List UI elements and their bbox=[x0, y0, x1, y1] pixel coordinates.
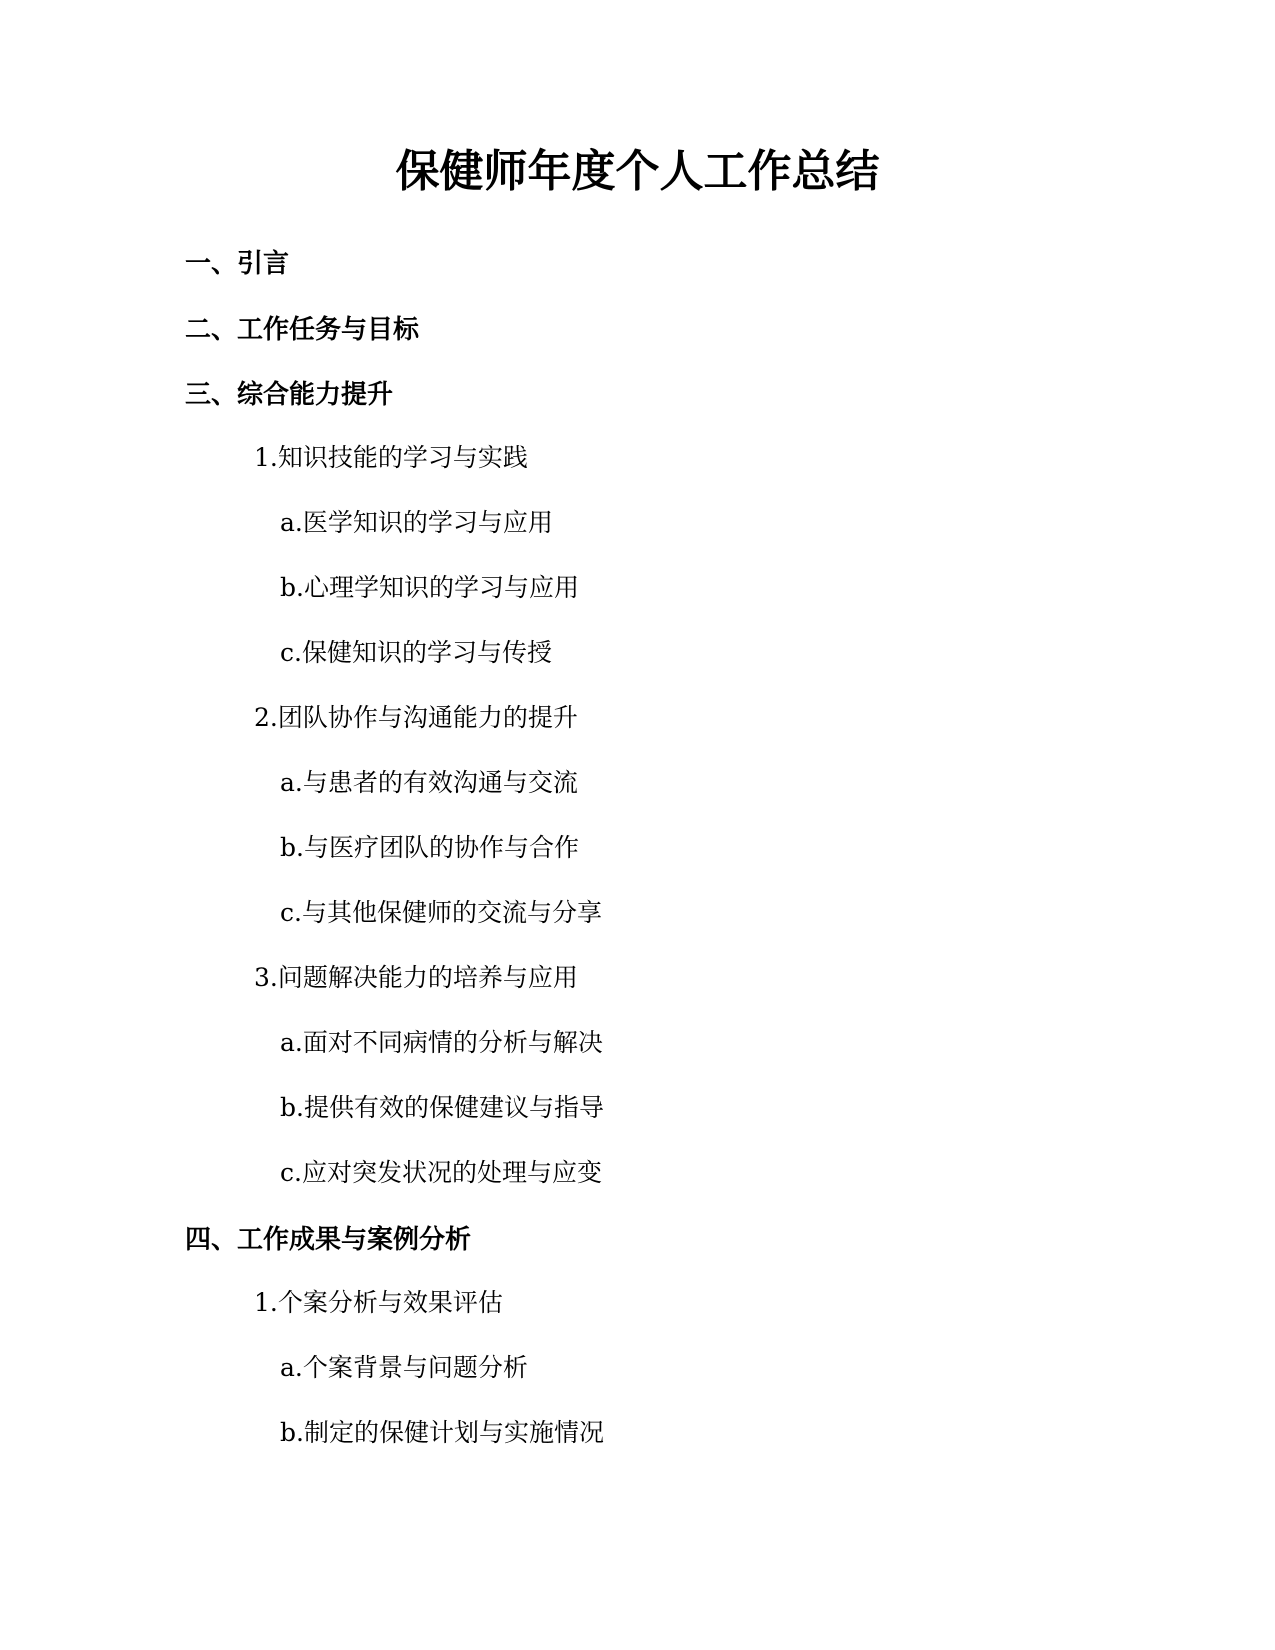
outline-subitem: a.与患者的有效沟通与交流 bbox=[280, 768, 578, 797]
section-heading-results-cases: 四、工作成果与案例分析 bbox=[185, 1225, 472, 1255]
outline-item-case-analysis: 1.个案分析与效果评估 bbox=[254, 1288, 503, 1317]
outline-subitem: a.医学知识的学习与应用 bbox=[280, 508, 553, 537]
section-heading-introduction: 一、引言 bbox=[185, 249, 290, 279]
document-title: 保健师年度个人工作总结 bbox=[395, 146, 880, 197]
outline-subitem: c.保健知识的学习与传授 bbox=[280, 638, 552, 667]
section-heading-tasks-goals: 二、工作任务与目标 bbox=[185, 315, 420, 345]
outline-subitem: b.与医疗团队的协作与合作 bbox=[280, 833, 579, 862]
section-heading-ability-improvement: 三、综合能力提升 bbox=[185, 380, 394, 410]
outline-subitem: b.提供有效的保健建议与指导 bbox=[280, 1093, 604, 1122]
outline-subitem: b.心理学知识的学习与应用 bbox=[280, 573, 579, 602]
outline-subitem: a.面对不同病情的分析与解决 bbox=[280, 1028, 603, 1057]
outline-item-problem-solving: 3.问题解决能力的培养与应用 bbox=[254, 963, 578, 992]
outline-item-teamwork-communication: 2.团队协作与沟通能力的提升 bbox=[254, 703, 578, 732]
outline-item-knowledge-skills: 1.知识技能的学习与实践 bbox=[254, 443, 528, 472]
outline-subitem: c.应对突发状况的处理与应变 bbox=[280, 1158, 602, 1187]
outline-subitem: a.个案背景与问题分析 bbox=[280, 1353, 528, 1382]
outline-subitem: c.与其他保健师的交流与分享 bbox=[280, 898, 602, 927]
outline-subitem: b.制定的保健计划与实施情况 bbox=[280, 1418, 604, 1447]
